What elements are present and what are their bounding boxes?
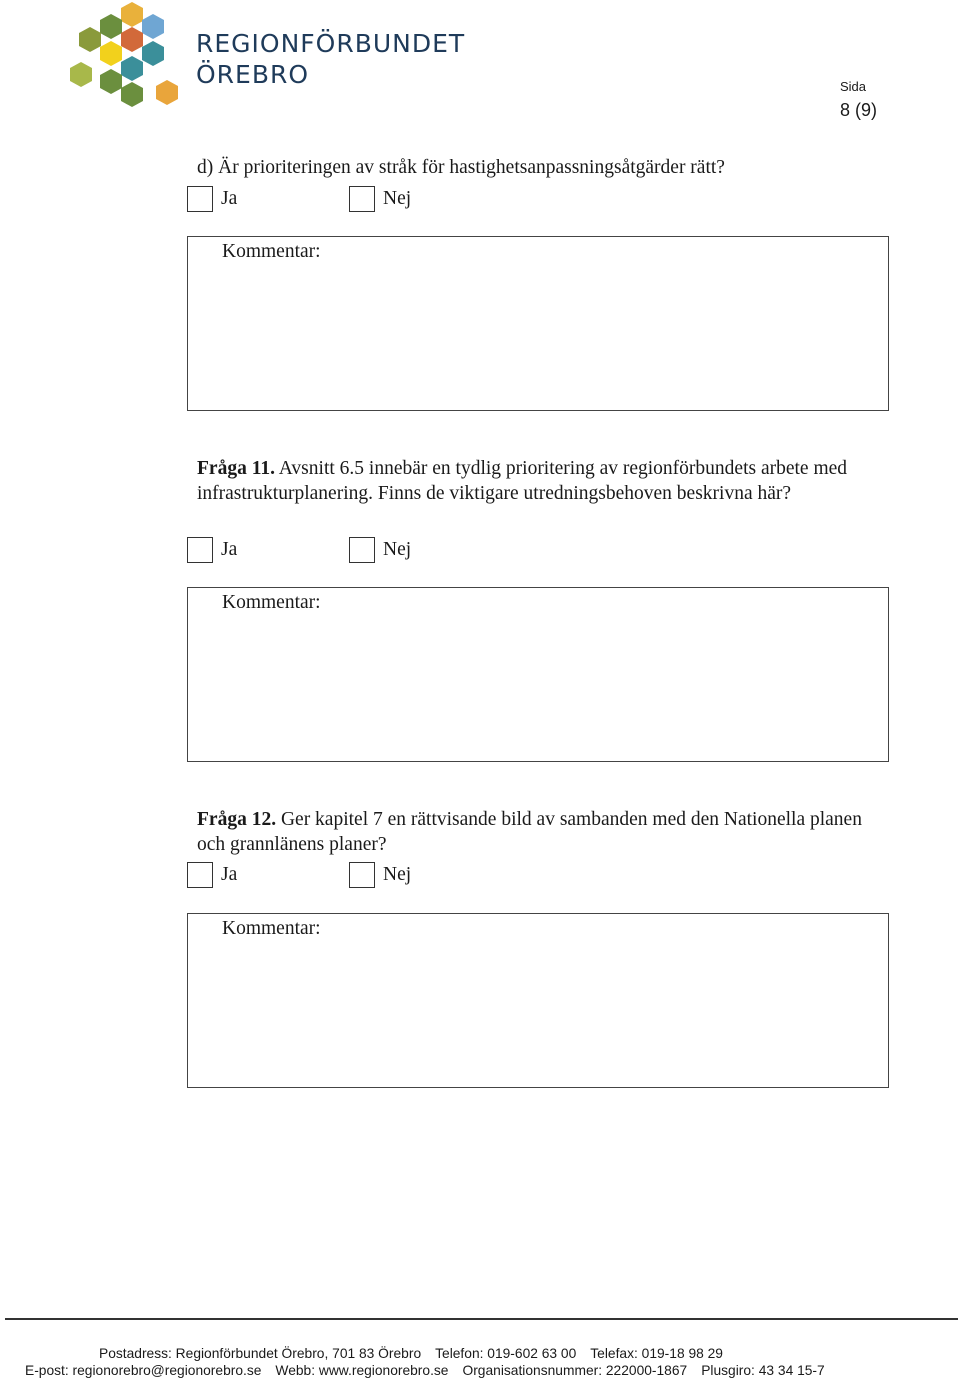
footer-plusgiro: Plusgiro: 43 34 15-7	[701, 1363, 825, 1378]
logo-hex	[70, 62, 92, 87]
comment-label: Kommentar:	[222, 918, 321, 939]
logo-hex	[79, 27, 101, 52]
org-name-line1: REGIONFÖRBUNDET	[196, 29, 466, 58]
footer-line-1	[99, 1346, 737, 1361]
regionforbundet-logo	[66, 0, 186, 110]
yes-label: Ja	[221, 539, 238, 560]
page-label: Sida	[840, 79, 867, 94]
org-name-line2: ÖREBRO	[196, 60, 310, 89]
question-number: Fråga 11.	[197, 458, 275, 479]
comment-label: Kommentar:	[222, 241, 321, 262]
logo-hex	[100, 41, 122, 66]
footer-orgnr: Organisationsnummer: 222000-1867	[462, 1363, 688, 1378]
footer-phone: Telefon: 019-602 63 00	[435, 1346, 577, 1361]
question-11	[197, 456, 887, 506]
yes-label: Ja	[221, 188, 238, 209]
logo-hex	[142, 14, 164, 39]
no-label: Nej	[383, 188, 412, 209]
logo-hex	[142, 41, 164, 66]
footer-line-2	[25, 1363, 839, 1378]
question-text: Ger kapitel 7 en rättvisande bild av sambanden med den Nationella planen och grannlänens planer?	[197, 809, 862, 855]
logo-hex	[121, 27, 143, 52]
checkbox-square[interactable]	[187, 186, 213, 212]
question-d	[197, 155, 897, 180]
footer-fax: Telefax: 019-18 98 29	[590, 1346, 723, 1361]
checkbox-square[interactable]	[349, 186, 375, 212]
question-text: d) Är prioriteringen av stråk för hastighetsanpassningsåtgärder rätt?	[197, 157, 725, 178]
footer-web: Webb: www.regionorebro.se	[275, 1363, 449, 1378]
checkbox-square[interactable]	[187, 862, 213, 888]
logo-hex	[121, 82, 143, 107]
checkbox-square[interactable]	[187, 537, 213, 563]
comment-label: Kommentar:	[222, 592, 321, 613]
yes-checkbox[interactable]	[187, 537, 307, 563]
no-checkbox[interactable]	[349, 537, 469, 563]
question-text: Avsnitt 6.5 innebär en tydlig prioritering av regionförbundets arbete med infrastrukturplanering. Finns de viktigare utredningsbehoven beskrivna här?	[197, 458, 848, 504]
org-name	[196, 28, 465, 90]
logo-hex	[100, 69, 122, 94]
comment-box[interactable]	[187, 587, 889, 762]
checkbox-square[interactable]	[349, 862, 375, 888]
logo-hex	[156, 80, 178, 105]
yes-checkbox[interactable]	[187, 186, 307, 212]
question-number: Fråga 12.	[197, 809, 277, 830]
checkbox-square[interactable]	[349, 537, 375, 563]
comment-box[interactable]	[187, 236, 889, 411]
page-number: 8 (9)	[840, 100, 878, 120]
logo-hex	[121, 2, 143, 27]
yes-label: Ja	[221, 864, 238, 885]
footer-address: Postadress: Regionförbundet Örebro, 701 83 Örebro	[99, 1346, 422, 1361]
no-label: Nej	[383, 539, 412, 560]
question-12	[197, 807, 887, 857]
logo-hex	[100, 14, 122, 39]
footer-divider	[5, 1318, 958, 1320]
no-checkbox[interactable]	[349, 186, 469, 212]
no-checkbox[interactable]	[349, 862, 469, 888]
yes-checkbox[interactable]	[187, 862, 307, 888]
logo-hex	[121, 56, 143, 81]
no-label: Nej	[383, 864, 412, 885]
comment-box[interactable]	[187, 913, 889, 1088]
footer-email: E-post: regionorebro@regionorebro.se	[25, 1363, 262, 1378]
